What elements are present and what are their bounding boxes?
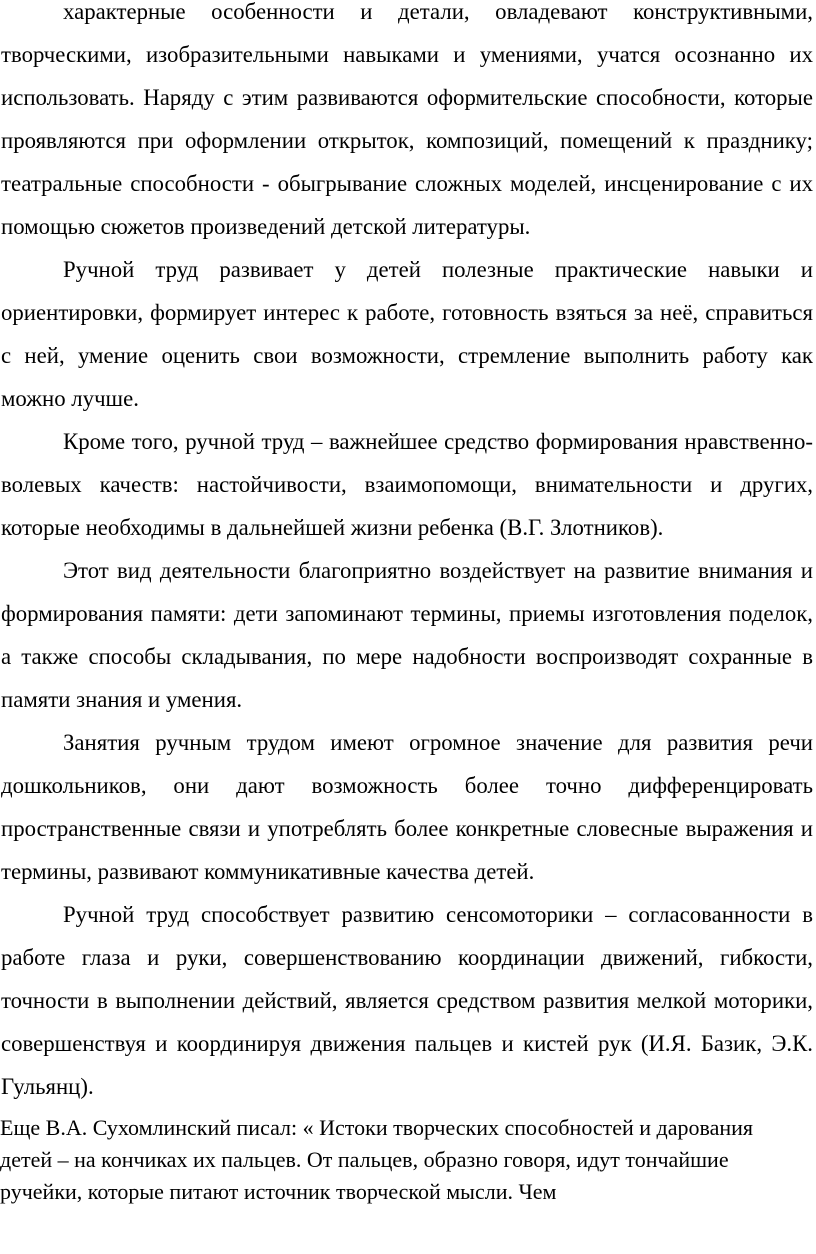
paragraph-attention-memory: Этот вид деятельности благоприятно воздействует на развитие внимания и формирования памяти: дети запоминают термины, приемы изготовления поделок, а также способы складывания, по мере надобности воспроизводят сохранные в памяти знания и умения.: [1, 558, 813, 712]
paragraph-manual-labor-skills: Ручной труд развивает у детей полезные практические навыки и ориентировки, формирует интерес к работе, готовность взяться за неё, справиться с ней, умение оценить свои возможности, стремление выполнить работу как можно лучше.: [1, 257, 813, 411]
paragraph-sukhomlinsky-quote: Еще В.А. Сухомлинский писал: « Истоки творческих способностей и дарования детей – на кончиках их пальцев. От пальцев, образно говоря, идут тончайшие ручейки, которые питают источник творческой мысли. Чем: [0, 1115, 754, 1204]
paragraph-moral-qualities: Кроме того, ручной труд – важнейшее средство формирования нравственно-волевых качеств: настойчивости, взаимопомощи, внимательности и других, которые необходимы в дальнейшей жизни ребенка (В.Г. Злотников).: [1, 429, 813, 540]
paragraph-speech-development: Занятия ручным трудом имеют огромное значение для развития речи дошкольников, они дают возможность более точно дифференцировать пространственные связи и употреблять более конкретные словесные выражения и термины, развивают коммуникативные качества детей.: [1, 730, 813, 884]
paragraph-sensorimotor: Ручной труд способствует развитию сенсомоторики – согласованности в работе глаза и руки, совершенствованию координации движений, гибкости, точности в выполнении действий, является средством развития мелкой моторики, совершенствуя и координируя движения пальцев и кистей рук (И.Я. Базик, Э.К. Гульянц).: [1, 902, 813, 1099]
paragraph-continuation: характерные особенности и детали, овладевают конструктивными, творческими, изобразительными навыками и умениями, учатся осознанно их использовать. Наряду с этим развиваются оформительские способности, которые проявляются при оформлении открыток, композиций, помещений к празднику; театральные способности - обыгрывание сложных моделей, инсценирование с их помощью сюжетов произведений детской литературы.: [1, 0, 813, 239]
